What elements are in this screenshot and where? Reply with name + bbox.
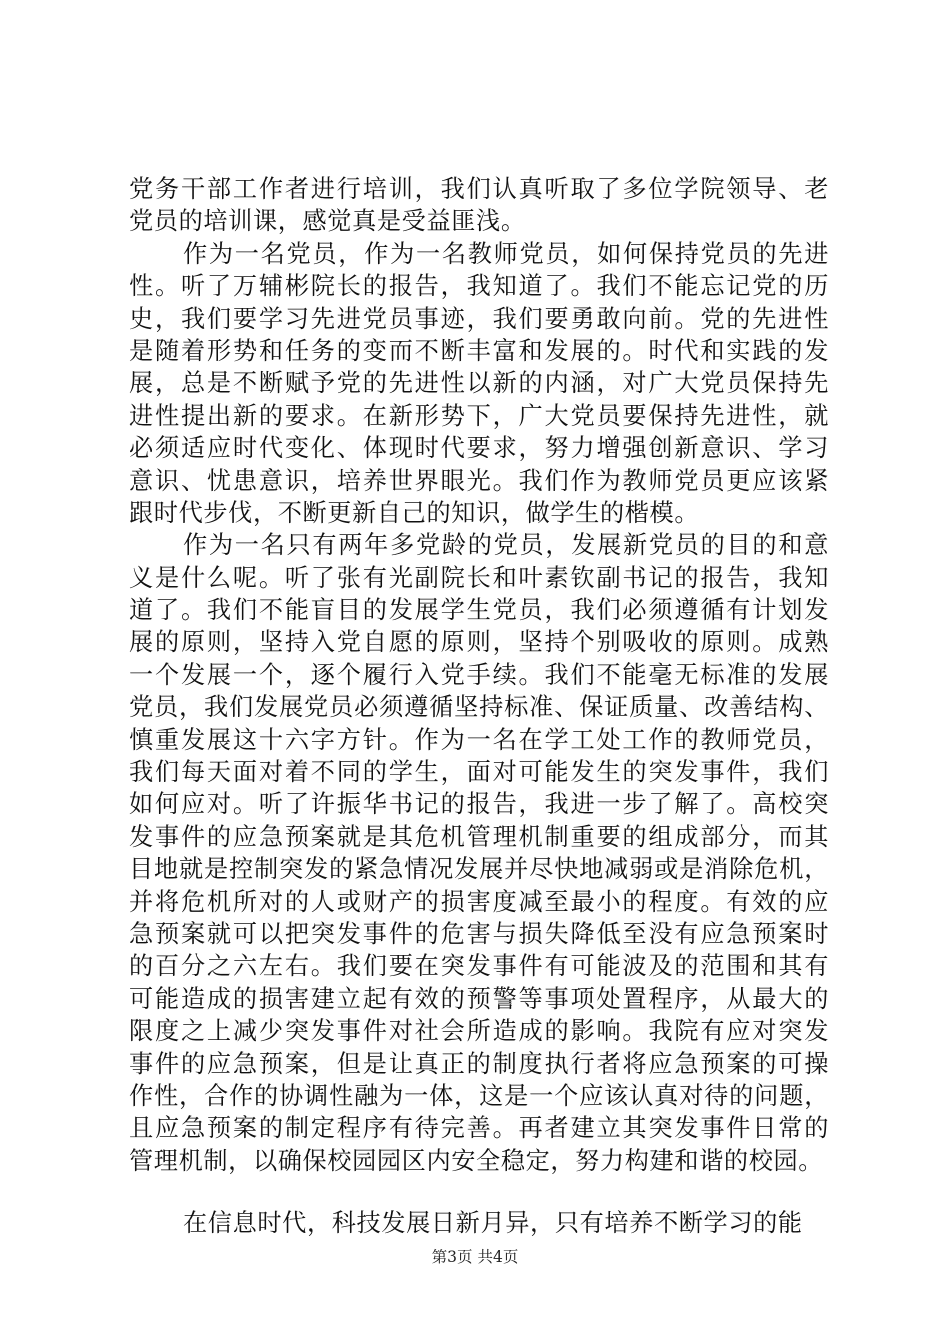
- text-line: 限度之上减少突发事件对社会所造成的影响。我院有应对突发: [129, 1017, 829, 1046]
- text-line: 党务干部工作者进行培训，我们认真听取了多位学院领导、老: [129, 175, 829, 203]
- text-line: 在信息时代，科技发展日新月异，只有培养不断学习的能: [183, 1209, 803, 1238]
- text-line: 如何应对。听了许振华书记的报告，我进一步了解了。高校突: [129, 790, 829, 819]
- text-line: 意识、忧患意识，培养世界眼光。我们作为教师党员更应该紧: [129, 466, 829, 495]
- text-line: 目地就是控制突发的紧急情况发展并尽快地减弱或是消除危机，: [129, 855, 829, 884]
- paragraph: [129, 238, 829, 530]
- text-line: 我们每天面对着不同的学生，面对可能发生的突发事件，我们: [129, 758, 829, 787]
- text-line: 且应急预案的制定程序有待完善。再者建立其突发事件日常的: [129, 1114, 829, 1143]
- text-line: 可能造成的损害建立起有效的预警等事项处置程序，从最大的: [129, 984, 829, 1013]
- text-line: 进性提出新的要求。在新形势下，广大党员要保持先进性，就: [129, 401, 829, 430]
- text-line: 的百分之六左右。我们要在突发事件有可能波及的范围和其有: [129, 952, 829, 981]
- text-line: 发事件的应急预案就是其危机管理机制重要的组成部分，而其: [129, 822, 829, 851]
- text-line: 作为一名党员，作为一名教师党员，如何保持党员的先进: [183, 239, 829, 268]
- text-line: 急预案就可以把突发事件的危害与损失降低至没有应急预案时: [129, 919, 829, 948]
- text-line: 必须适应时代变化、体现时代要求，努力增强创新意识、学习: [129, 434, 829, 463]
- text-line: 道了。我们不能盲目的发展学生党员，我们必须遵循有计划发: [129, 596, 829, 625]
- text-line: 慎重发展这十六字方针。作为一名在学工处工作的教师党员，: [129, 725, 829, 754]
- text-line: 跟时代步伐，不断更新自己的知识，做学生的楷模。: [129, 498, 700, 527]
- text-line: 作为一名只有两年多党龄的党员，发展新党员的目的和意: [183, 531, 829, 560]
- text-line: 党员，我们发展党员必须遵循坚持标准、保证质量、改善结构、: [129, 693, 829, 722]
- text-line: 性。听了万辅彬院长的报告，我知道了。我们不能忘记党的历: [129, 272, 829, 301]
- document-body: [129, 173, 829, 1240]
- text-line: 展，总是不断赋予党的先进性以新的内涵，对广大党员保持先: [129, 369, 829, 398]
- text-line: 党员的培训课，感觉真是受益匪浅。: [129, 207, 526, 236]
- text-line: 史，我们要学习先进党员事迹，我们要勇敢向前。党的先进性: [129, 304, 829, 333]
- text-line: 一个发展一个，逐个履行入党手续。我们不能毫无标准的发展: [129, 660, 829, 689]
- text-line: 事件的应急预案，但是让真正的制度执行者将应急预案的可操: [129, 1049, 829, 1078]
- paragraph-gap: [129, 1177, 829, 1207]
- page-number-footer: 第3页 共4页: [431, 1248, 519, 1266]
- paragraph: [129, 529, 829, 1177]
- text-line: 管理机制，以确保校园园区内安全稳定，努力构建和谐的校园。: [129, 1146, 824, 1175]
- text-line: 作性，合作的协调性融为一体，这是一个应该认真对待的问题，: [129, 1081, 829, 1110]
- text-line: 展的原则，坚持入党自愿的原则，坚持个别吸收的原则。成熟: [129, 628, 829, 657]
- text-line: 义是什么呢。听了张有光副院长和叶素钦副书记的报告，我知: [129, 563, 829, 592]
- text-line: 是随着形势和任务的变而不断丰富和发展的。时代和实践的发: [129, 336, 829, 365]
- paragraph: [129, 1207, 829, 1239]
- paragraph: [129, 173, 829, 238]
- text-line: 并将危机所对的人或财产的损害度减至最小的程度。有效的应: [129, 887, 829, 916]
